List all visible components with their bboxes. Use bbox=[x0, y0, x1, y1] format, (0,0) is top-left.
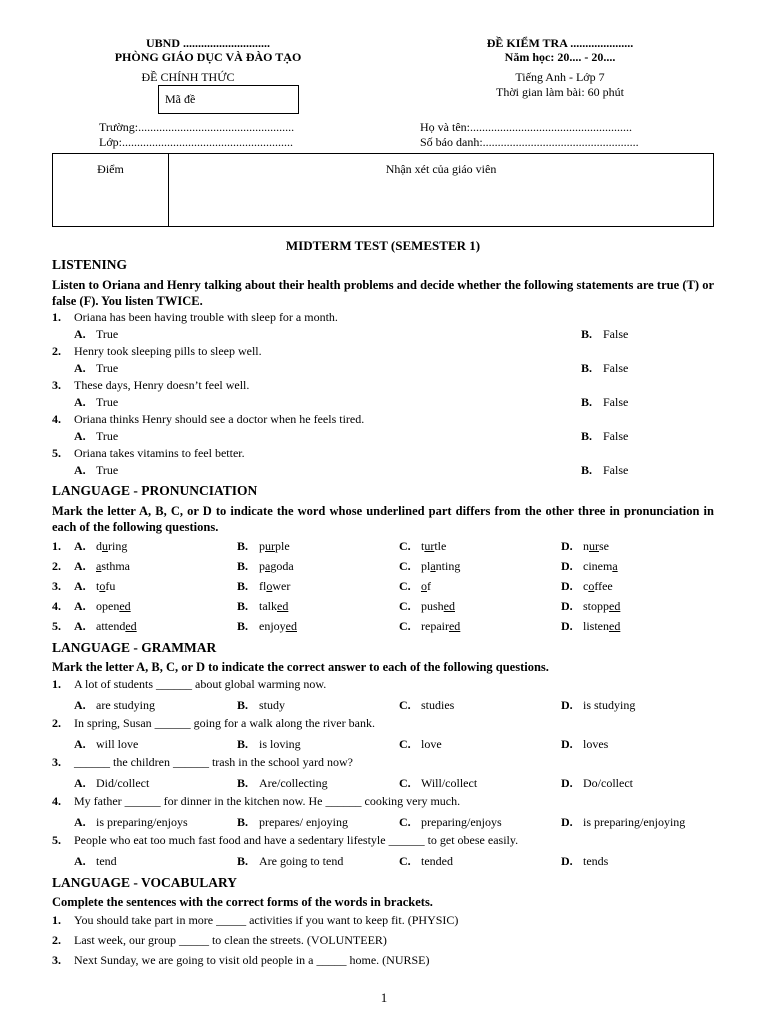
option-text: is loving bbox=[259, 737, 301, 751]
option-text: tends bbox=[583, 854, 609, 868]
option-text: Will/collect bbox=[421, 776, 478, 790]
word-suffix: f bbox=[427, 579, 431, 593]
class-field[interactable]: Lớp:......................................................... bbox=[99, 135, 294, 149]
option-text: study bbox=[259, 698, 286, 712]
option-letter: A. bbox=[74, 854, 86, 868]
header-department: PHÒNG GIÁO DỤC VÀ ĐÀO TẠO bbox=[114, 50, 302, 64]
question-text: People who eat too much fast food and have a sedentary lifestyle ______ to get obese easily. bbox=[74, 833, 519, 847]
option-text: will love bbox=[96, 737, 139, 751]
option-text: is preparing/enjoys bbox=[96, 815, 188, 829]
word-prefix: push bbox=[421, 599, 444, 613]
option-c[interactable] bbox=[399, 619, 460, 634]
option-a[interactable] bbox=[74, 599, 131, 614]
option-letter: A. bbox=[74, 698, 86, 712]
option-text: True bbox=[96, 361, 119, 375]
grammar-instruction: Mark the letter A, B, C, or D to indicate the correct answer to each of the following questions. bbox=[52, 660, 549, 674]
option-text: False bbox=[603, 395, 629, 409]
question-text: Henry took sleeping pills to sleep well. bbox=[74, 344, 262, 358]
underlined-part: o bbox=[266, 579, 273, 593]
option-text: love bbox=[421, 737, 442, 751]
option-word bbox=[583, 599, 620, 613]
underlined-part: ed bbox=[443, 599, 455, 613]
option-c[interactable] bbox=[399, 854, 453, 869]
underlined-part: ed bbox=[609, 599, 621, 613]
option-letter: D. bbox=[561, 559, 573, 573]
option-letter: C. bbox=[399, 599, 411, 613]
score-table bbox=[52, 153, 714, 227]
option-d[interactable] bbox=[561, 854, 608, 869]
option-word bbox=[583, 539, 609, 553]
option-text: is studying bbox=[583, 698, 636, 712]
word-prefix: open bbox=[96, 599, 120, 613]
option-text: are studying bbox=[96, 698, 155, 712]
option-letter: B. bbox=[581, 327, 593, 341]
option-b[interactable] bbox=[581, 463, 628, 478]
question-number: 1. bbox=[52, 539, 61, 553]
word-prefix: repair bbox=[421, 619, 449, 633]
option-letter: D. bbox=[561, 619, 573, 633]
option-text: tend bbox=[96, 854, 117, 868]
option-d[interactable] bbox=[561, 776, 633, 791]
word-suffix: ring bbox=[108, 539, 128, 553]
option-text: Do/collect bbox=[583, 776, 633, 790]
option-a[interactable] bbox=[74, 698, 155, 713]
question-text: A lot of students ______ about global warming now. bbox=[74, 677, 327, 691]
option-word bbox=[421, 619, 460, 633]
question-number: 3. bbox=[52, 953, 61, 967]
option-text: False bbox=[603, 327, 629, 341]
option-c[interactable] bbox=[399, 539, 446, 554]
question-number: 2. bbox=[52, 559, 61, 573]
teacher-comment-label: Nhận xét của giáo viên bbox=[385, 162, 497, 176]
underlined-part: a bbox=[430, 559, 436, 573]
option-a[interactable] bbox=[74, 327, 118, 342]
option-d[interactable] bbox=[561, 539, 609, 554]
question-text: Oriana thinks Henry should see a doctor when he feels tired. bbox=[74, 412, 365, 426]
word-prefix: listen bbox=[583, 619, 609, 633]
option-c[interactable] bbox=[399, 737, 442, 752]
option-letter: D. bbox=[561, 698, 573, 712]
underlined-part: a bbox=[96, 559, 102, 573]
option-letter: A. bbox=[74, 327, 86, 341]
question-number: 2. bbox=[52, 344, 61, 358]
option-text: True bbox=[96, 463, 119, 477]
option-letter: A. bbox=[74, 619, 86, 633]
option-b[interactable] bbox=[581, 361, 628, 376]
underlined-part: ed bbox=[119, 599, 131, 613]
word-suffix: se bbox=[599, 539, 609, 553]
option-c[interactable] bbox=[399, 599, 455, 614]
option-d[interactable] bbox=[561, 737, 608, 752]
ma-de-label: Mã đề bbox=[165, 92, 196, 106]
option-letter: A. bbox=[74, 463, 86, 477]
word-prefix: p bbox=[259, 539, 265, 553]
word-suffix: wer bbox=[272, 579, 291, 593]
word-prefix: d bbox=[96, 539, 102, 553]
option-b[interactable] bbox=[237, 698, 285, 713]
option-letter: C. bbox=[399, 619, 411, 633]
option-letter: B. bbox=[581, 395, 593, 409]
candidate-number-field[interactable]: Số báo danh:.................................................... bbox=[420, 135, 639, 149]
option-text: False bbox=[603, 463, 629, 477]
option-letter: B. bbox=[581, 361, 593, 375]
question-text: Oriana has been having trouble with sleep for a month. bbox=[74, 310, 338, 324]
option-word bbox=[96, 559, 130, 573]
option-letter: B. bbox=[237, 579, 249, 593]
underlined-part: a bbox=[265, 559, 271, 573]
underlined-part: u bbox=[102, 539, 108, 553]
option-text: is preparing/enjoying bbox=[583, 815, 686, 829]
option-letter: C. bbox=[399, 698, 411, 712]
option-word bbox=[421, 599, 455, 613]
underlined-part: ed bbox=[277, 599, 289, 613]
question-text: These days, Henry doesn’t feel well. bbox=[74, 378, 250, 392]
option-word bbox=[583, 619, 620, 633]
option-letter: C. bbox=[399, 539, 411, 553]
word-prefix: enjoy bbox=[259, 619, 286, 633]
option-letter: B. bbox=[237, 815, 249, 829]
option-letter: C. bbox=[399, 579, 411, 593]
option-text: True bbox=[96, 327, 119, 341]
question-text: In spring, Susan ______ going for a walk along the river bank. bbox=[74, 716, 375, 730]
option-b[interactable] bbox=[237, 737, 301, 752]
option-d[interactable] bbox=[561, 559, 618, 574]
section-listening-heading: LISTENING bbox=[52, 257, 128, 272]
page-number: 1 bbox=[380, 990, 388, 1005]
option-a[interactable] bbox=[74, 854, 117, 869]
section-pronunciation-heading: LANGUAGE - PRONUNCIATION bbox=[52, 483, 258, 498]
option-c[interactable] bbox=[399, 698, 454, 713]
option-word bbox=[583, 559, 618, 573]
option-text: Are going to tend bbox=[259, 854, 344, 868]
option-a[interactable] bbox=[74, 619, 137, 634]
option-b[interactable] bbox=[237, 854, 343, 869]
option-b[interactable] bbox=[237, 599, 288, 614]
section-vocabulary-heading: LANGUAGE - VOCABULARY bbox=[52, 875, 238, 890]
option-d[interactable] bbox=[561, 599, 620, 614]
header-duration: Thời gian làm bài: 60 phút bbox=[496, 85, 624, 99]
underlined-part: ur bbox=[589, 539, 599, 553]
question-number: 5. bbox=[52, 833, 61, 847]
question-text: Last week, our group _____ to clean the streets. (VOLUNTEER) bbox=[74, 933, 387, 947]
option-b[interactable] bbox=[581, 395, 628, 410]
underlined-part: ur bbox=[265, 539, 275, 553]
word-prefix: talk bbox=[259, 599, 277, 613]
word-prefix: stopp bbox=[583, 599, 610, 613]
option-letter: B. bbox=[237, 619, 249, 633]
option-b[interactable] bbox=[581, 429, 628, 444]
option-a[interactable] bbox=[74, 559, 130, 574]
word-suffix: ple bbox=[275, 539, 290, 553]
ma-de-box bbox=[158, 85, 299, 114]
option-letter: B. bbox=[581, 463, 593, 477]
word-suffix: fu bbox=[105, 579, 116, 593]
option-text: Are/collecting bbox=[259, 776, 328, 790]
option-letter: A. bbox=[74, 429, 86, 443]
question-text: ______ the children ______ trash in the school yard now? bbox=[74, 755, 353, 769]
question-number: 5. bbox=[52, 619, 61, 633]
option-letter: D. bbox=[561, 539, 573, 553]
option-letter: C. bbox=[399, 559, 411, 573]
option-word bbox=[96, 599, 131, 613]
option-text: studies bbox=[421, 698, 455, 712]
option-letter: A. bbox=[74, 539, 86, 553]
option-letter: C. bbox=[399, 776, 411, 790]
option-letter: A. bbox=[74, 579, 86, 593]
question-text: Next Sunday, we are going to visit old people in a _____ home. (NURSE) bbox=[74, 953, 430, 967]
option-d[interactable] bbox=[561, 619, 620, 634]
score-label: Điểm bbox=[97, 162, 124, 176]
option-b[interactable] bbox=[237, 539, 290, 554]
option-letter: B. bbox=[237, 559, 249, 573]
question-number: 4. bbox=[52, 599, 61, 613]
option-letter: A. bbox=[74, 737, 86, 751]
option-word bbox=[421, 559, 460, 573]
option-letter: B. bbox=[237, 599, 249, 613]
question-number: 2. bbox=[52, 716, 61, 730]
school-field[interactable]: Trường:.................................................... bbox=[99, 120, 295, 134]
option-word bbox=[96, 579, 115, 593]
word-prefix: t bbox=[96, 579, 100, 593]
option-a[interactable] bbox=[74, 395, 118, 410]
option-text: False bbox=[603, 429, 629, 443]
option-letter: A. bbox=[74, 815, 86, 829]
pronunciation-instruction: Mark the letter A, B, C, or D to indicate the word whose underlined part differs from the other three in pronunciation in each of the following questions. bbox=[52, 504, 714, 534]
word-suffix: ffee bbox=[594, 579, 613, 593]
option-letter: D. bbox=[561, 776, 573, 790]
option-word bbox=[259, 619, 297, 633]
page-title: MIDTERM TEST (SEMESTER 1) bbox=[285, 238, 481, 253]
option-letter: B. bbox=[237, 776, 249, 790]
word-prefix: c bbox=[583, 579, 589, 593]
question-number: 3. bbox=[52, 378, 61, 392]
option-letter: D. bbox=[561, 579, 573, 593]
underlined-part: ur bbox=[424, 539, 435, 553]
option-word bbox=[259, 579, 290, 593]
option-letter: C. bbox=[399, 815, 411, 829]
option-a[interactable] bbox=[74, 776, 149, 791]
option-letter: A. bbox=[74, 361, 86, 375]
option-word bbox=[259, 599, 288, 613]
underlined-part: o bbox=[421, 579, 427, 593]
question-number: 5. bbox=[52, 446, 61, 460]
option-word bbox=[259, 559, 294, 573]
option-text: True bbox=[96, 395, 119, 409]
option-text: tended bbox=[421, 854, 453, 868]
option-a[interactable] bbox=[74, 579, 115, 594]
word-suffix: nting bbox=[435, 559, 461, 573]
name-field[interactable]: Họ và tên:...................................................... bbox=[420, 120, 632, 134]
option-letter: D. bbox=[561, 854, 573, 868]
header-ubnd: UBND ............................. bbox=[145, 36, 270, 50]
option-letter: A. bbox=[74, 395, 86, 409]
header-exam-title: ĐỀ KIỂM TRA ..................... bbox=[486, 36, 634, 50]
option-text: loves bbox=[583, 737, 609, 751]
option-text: False bbox=[603, 361, 629, 375]
option-b[interactable] bbox=[237, 776, 328, 791]
option-word bbox=[259, 539, 290, 553]
option-letter: B. bbox=[237, 737, 249, 751]
option-letter: D. bbox=[561, 815, 573, 829]
option-a[interactable] bbox=[74, 463, 118, 478]
option-letter: C. bbox=[399, 737, 411, 751]
word-prefix: cinem bbox=[583, 559, 613, 573]
question-number: 4. bbox=[52, 412, 61, 426]
option-text: True bbox=[96, 429, 119, 443]
underlined-part: o bbox=[588, 579, 595, 593]
option-b[interactable] bbox=[237, 579, 290, 594]
option-b[interactable] bbox=[237, 619, 297, 634]
option-d[interactable] bbox=[561, 579, 613, 594]
option-letter: B. bbox=[237, 854, 249, 868]
question-text: Oriana takes vitamins to feel better. bbox=[74, 446, 245, 460]
option-text: Did/collect bbox=[96, 776, 150, 790]
header-official: ĐỀ CHÍNH THỨC bbox=[141, 70, 235, 84]
option-a[interactable] bbox=[74, 539, 127, 554]
option-c[interactable] bbox=[399, 776, 477, 791]
option-letter: B. bbox=[581, 429, 593, 443]
option-letter: B. bbox=[237, 539, 249, 553]
question-number: 1. bbox=[52, 310, 61, 324]
word-prefix: attend bbox=[96, 619, 126, 633]
header-subject: Tiếng Anh - Lớp 7 bbox=[515, 70, 605, 84]
section-grammar-heading: LANGUAGE - GRAMMAR bbox=[52, 640, 217, 655]
option-a[interactable] bbox=[74, 737, 138, 752]
option-b[interactable] bbox=[237, 559, 294, 574]
option-word bbox=[583, 579, 613, 593]
option-letter: B. bbox=[237, 698, 249, 712]
underlined-part: ed bbox=[448, 619, 461, 633]
question-text: You should take part in more _____ activities if you want to keep fit. (PHYSIC) bbox=[74, 913, 459, 927]
word-prefix: p bbox=[259, 559, 265, 573]
word-prefix: fl bbox=[259, 579, 267, 593]
word-suffix: sthma bbox=[101, 559, 130, 573]
option-d[interactable] bbox=[561, 815, 685, 830]
underlined-part: a bbox=[612, 559, 618, 573]
word-suffix: goda bbox=[270, 559, 294, 573]
word-prefix: n bbox=[583, 539, 589, 553]
option-word bbox=[96, 539, 127, 553]
option-letter: D. bbox=[561, 737, 573, 751]
word-prefix: t bbox=[421, 539, 425, 553]
option-text: preparing/enjoys bbox=[421, 815, 502, 829]
question-number: 3. bbox=[52, 755, 61, 769]
option-letter: A. bbox=[74, 559, 86, 573]
underlined-part: ed bbox=[285, 619, 297, 633]
option-word bbox=[421, 539, 446, 553]
option-letter: A. bbox=[74, 599, 86, 613]
underlined-part: ed bbox=[609, 619, 621, 633]
question-number: 4. bbox=[52, 794, 61, 808]
option-word bbox=[421, 579, 431, 593]
option-c[interactable] bbox=[399, 559, 460, 574]
underlined-part: o bbox=[99, 579, 106, 593]
option-c[interactable] bbox=[399, 579, 431, 594]
word-suffix: tle bbox=[434, 539, 447, 553]
option-text: prepares/ enjoying bbox=[259, 815, 348, 829]
vocabulary-instruction: Complete the sentences with the correct forms of the words in brackets. bbox=[52, 895, 433, 909]
option-letter: A. bbox=[74, 776, 86, 790]
option-d[interactable] bbox=[561, 698, 635, 713]
underlined-part: ed bbox=[125, 619, 137, 633]
option-b[interactable] bbox=[581, 327, 628, 342]
listening-instruction: Listen to Oriana and Henry talking about their health problems and decide whether the following statements are true (T) or false (F). You listen TWICE. bbox=[52, 278, 714, 308]
option-a[interactable] bbox=[74, 429, 118, 444]
option-word bbox=[96, 619, 137, 633]
option-letter: C. bbox=[399, 854, 411, 868]
option-a[interactable] bbox=[74, 815, 188, 830]
question-number: 3. bbox=[52, 579, 61, 593]
option-letter: D. bbox=[561, 599, 573, 613]
option-b[interactable] bbox=[237, 815, 348, 830]
header-school-year: Năm học: 20.... - 20.... bbox=[504, 50, 616, 64]
word-prefix: pl bbox=[421, 559, 431, 573]
question-number: 1. bbox=[52, 677, 61, 691]
question-number: 2. bbox=[52, 933, 61, 947]
option-c[interactable] bbox=[399, 815, 502, 830]
question-text: My father ______ for dinner in the kitchen now. He ______ cooking very much. bbox=[74, 794, 461, 808]
option-a[interactable] bbox=[74, 361, 118, 376]
question-number: 1. bbox=[52, 913, 61, 927]
